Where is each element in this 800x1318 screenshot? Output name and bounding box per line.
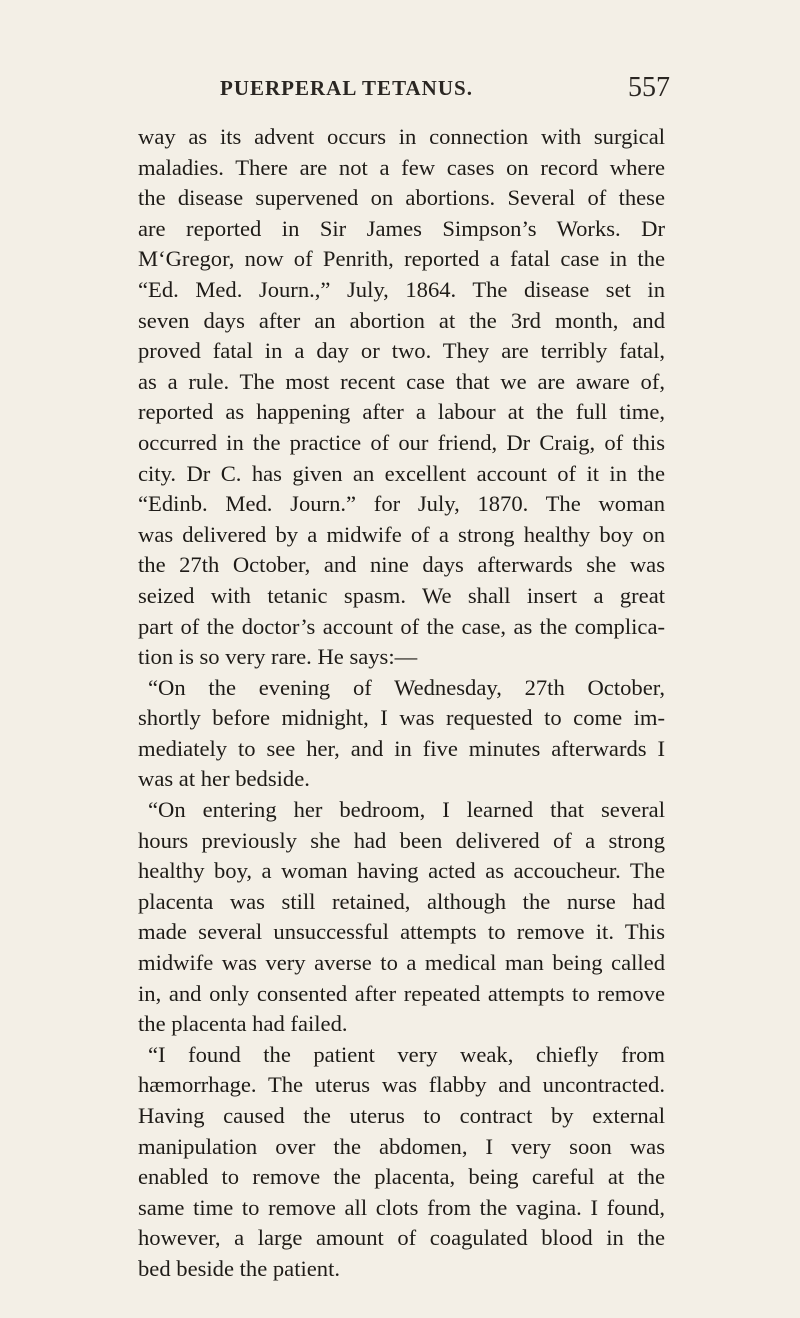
- page-number: 557: [628, 72, 670, 103]
- text-line: enabled to remove the placenta, being careful at the: [138, 1164, 665, 1190]
- text-line: was at her bedside.: [138, 766, 310, 792]
- text-line: placenta was still retained, although the nurse had: [138, 888, 665, 914]
- text-line: same time to remove all clots from the vagina. I found,: [138, 1194, 665, 1220]
- running-head-title: PUERPERAL TETANUS.: [220, 76, 473, 100]
- text-line: in, and only consented after repeated attempts to remove: [138, 980, 665, 1006]
- text-line: “I found the patient very weak, chiefly from: [148, 1041, 665, 1067]
- text-line: as a rule. The most recent case that we are aware of,: [138, 368, 665, 394]
- text-line: midwife was very averse to a medical man being called: [138, 950, 665, 976]
- running-head: [140, 62, 670, 103]
- text-line: however, a large amount of coagulated blood in the: [138, 1225, 665, 1251]
- text-line: occurred in the practice of our friend, Dr Craig, of this: [138, 429, 665, 455]
- text-line: tion is so very rare. He says:—: [138, 644, 418, 670]
- text-line: seized with tetanic spasm. We shall insert a great: [138, 582, 665, 608]
- text-line: the placenta had failed.: [138, 1011, 348, 1037]
- text-line: manipulation over the abdomen, I very soon was: [138, 1133, 665, 1159]
- text-line: the disease supervened on abortions. Several of these: [138, 185, 665, 211]
- text-line: are reported in Sir James Simpson’s Works. Dr: [138, 215, 665, 241]
- text-line: hours previously she had been delivered of a strong: [138, 827, 665, 853]
- text-line: Having caused the uterus to contract by external: [138, 1103, 665, 1128]
- text-line: was delivered by a midwife of a strong healthy boy on: [138, 521, 665, 547]
- text-line: bed beside the patient.: [138, 1255, 341, 1281]
- text-line: “On entering her bedroom, I learned that several: [148, 797, 665, 823]
- text-line: hæmorrhage. The uterus was flabby and uncontracted.: [138, 1072, 665, 1098]
- body-text: [138, 122, 665, 1285]
- text-line: seven days after an abortion at the 3rd month, and: [138, 307, 665, 333]
- text-line: shortly before midnight, I was requested to come im-: [138, 705, 665, 731]
- text-line: city. Dr C. has given an excellent account of it in the: [138, 460, 665, 486]
- text-line: healthy boy, a woman having acted as accoucheur. The: [138, 858, 665, 884]
- text-line: proved fatal in a day or two. They are terribly fatal,: [138, 338, 665, 364]
- text-line: made several unsuccessful attempts to remove it. This: [138, 919, 665, 945]
- text-line: part of the doctor’s account of the case, as the complica-: [138, 613, 665, 639]
- text-line: “Ed. Med. Journ.,” July, 1864. The disease set in: [138, 276, 665, 302]
- text-line: mediately to see her, and in five minutes afterwards I: [138, 735, 665, 761]
- text-line: way as its advent occurs in connection with surgical: [138, 124, 665, 149]
- text-line: “Edinb. Med. Journ.” for July, 1870. The woman: [138, 491, 665, 517]
- text-line: “On the evening of Wednesday, 27th October,: [148, 674, 665, 700]
- text-line: maladies. There are not a few cases on record where: [138, 154, 665, 180]
- text-line: the 27th October, and nine days afterwards she was: [138, 552, 665, 578]
- text-line: reported as happening after a labour at the full time,: [138, 399, 665, 425]
- text-line: M‘Gregor, now of Penrith, reported a fatal case in the: [138, 246, 665, 272]
